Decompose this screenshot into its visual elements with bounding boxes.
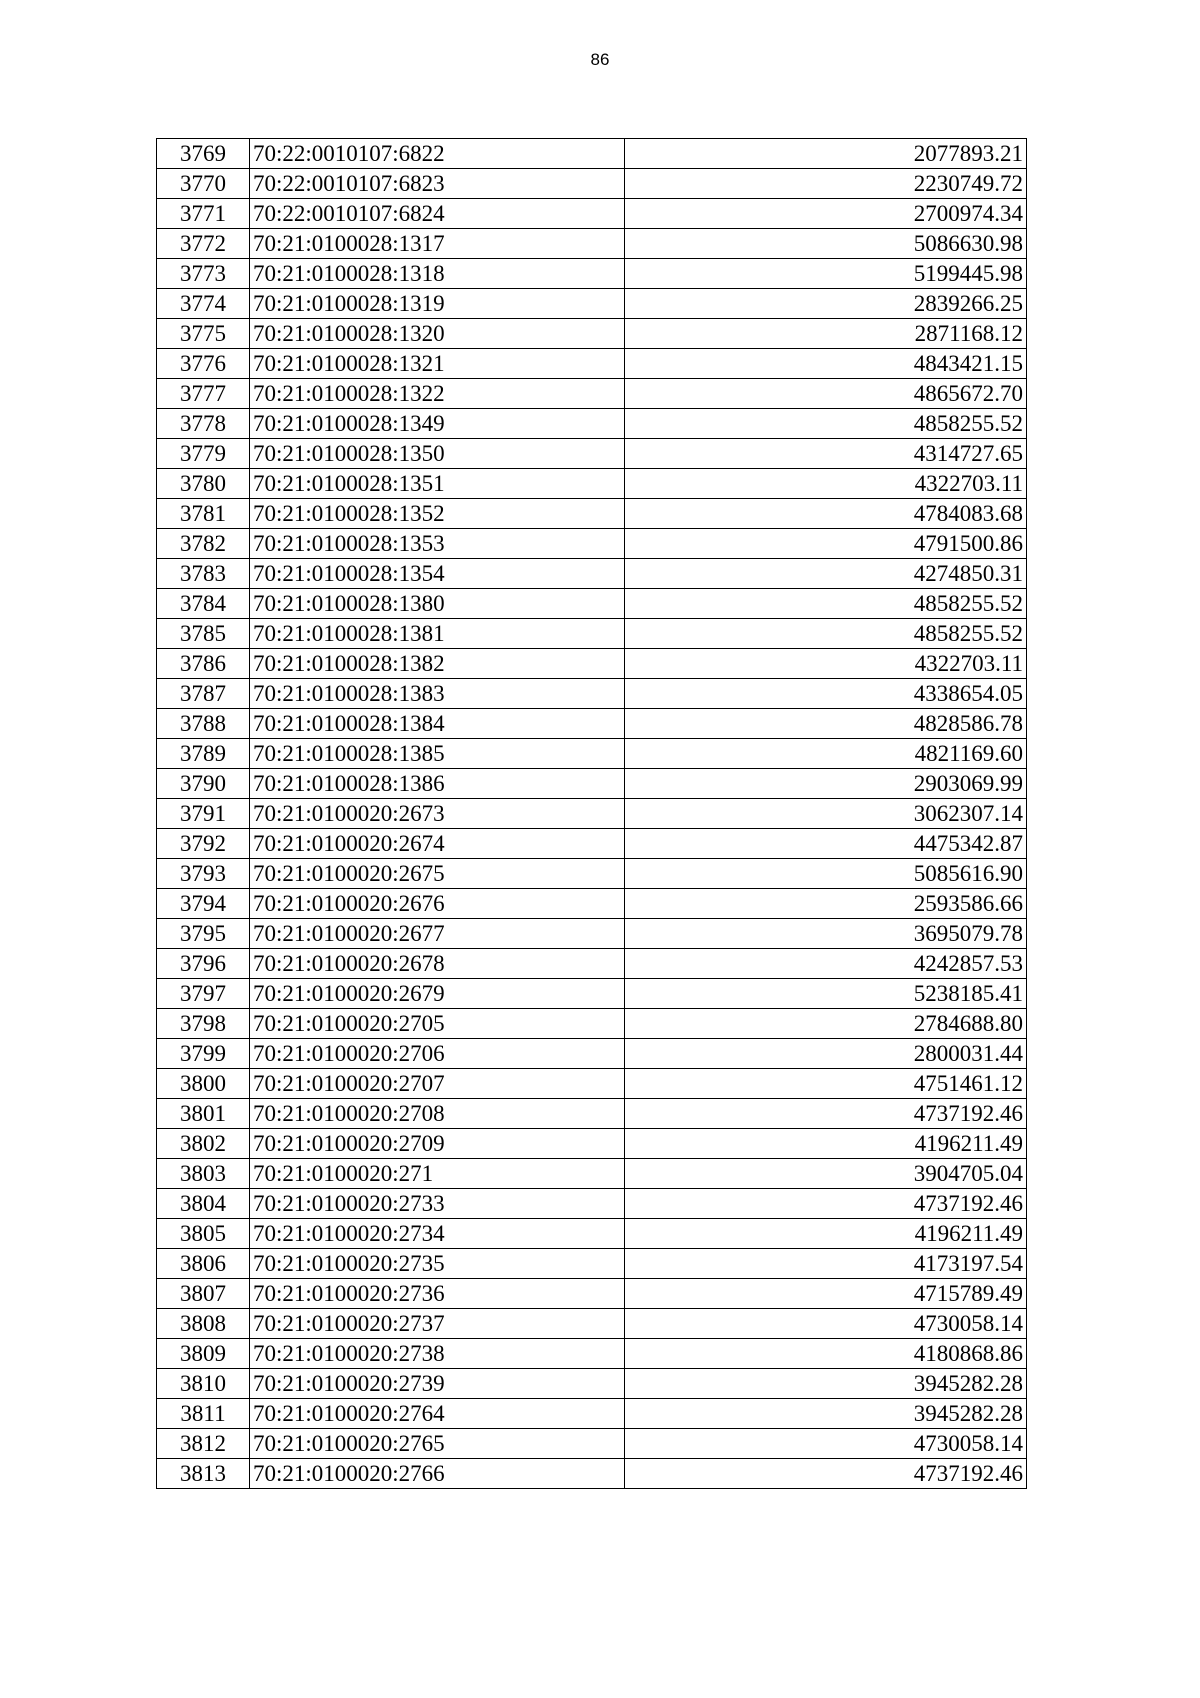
cadastral-number-cell: 70:21:0100020:2766 [250, 1459, 625, 1489]
table-row [157, 439, 1027, 469]
value-cell: 4737192.46 [625, 1189, 1027, 1219]
table-row [157, 1159, 1027, 1189]
page-number: 86 [590, 50, 610, 69]
row-number-cell: 3809 [157, 1339, 250, 1369]
value-cell: 4730058.14 [625, 1309, 1027, 1339]
value-cell: 4858255.52 [625, 589, 1027, 619]
table-row [157, 1429, 1027, 1459]
row-number-cell: 3782 [157, 529, 250, 559]
row-number-cell: 3783 [157, 559, 250, 589]
value-cell: 4322703.11 [625, 469, 1027, 499]
value-cell: 4858255.52 [625, 619, 1027, 649]
cadastral-number-cell: 70:21:0100020:2679 [250, 979, 625, 1009]
table-row [157, 559, 1027, 589]
row-number-cell: 3806 [157, 1249, 250, 1279]
value-cell: 4751461.12 [625, 1069, 1027, 1099]
value-cell: 2784688.80 [625, 1009, 1027, 1039]
registry-table [156, 138, 1027, 1489]
value-cell: 4180868.86 [625, 1339, 1027, 1369]
value-cell: 3904705.04 [625, 1159, 1027, 1189]
row-number-cell: 3795 [157, 919, 250, 949]
cadastral-number-cell: 70:21:0100028:1383 [250, 679, 625, 709]
cadastral-number-cell: 70:21:0100028:1349 [250, 409, 625, 439]
registry-table-body [157, 139, 1027, 1489]
cadastral-number-cell: 70:21:0100020:2675 [250, 859, 625, 889]
row-number-cell: 3804 [157, 1189, 250, 1219]
cadastral-number-cell: 70:21:0100028:1351 [250, 469, 625, 499]
row-number-cell: 3778 [157, 409, 250, 439]
cadastral-number-cell: 70:21:0100028:1382 [250, 649, 625, 679]
table-row [157, 679, 1027, 709]
value-cell: 4784083.68 [625, 499, 1027, 529]
row-number-cell: 3803 [157, 1159, 250, 1189]
row-number-cell: 3812 [157, 1429, 250, 1459]
table-row [157, 1009, 1027, 1039]
cadastral-number-cell: 70:21:0100028:1350 [250, 439, 625, 469]
value-cell: 4322703.11 [625, 649, 1027, 679]
table-row [157, 649, 1027, 679]
table-row [157, 979, 1027, 1009]
row-number-cell: 3781 [157, 499, 250, 529]
row-number-cell: 3788 [157, 709, 250, 739]
table-row [157, 139, 1027, 169]
cadastral-number-cell: 70:22:0010107:6823 [250, 169, 625, 199]
cadastral-number-cell: 70:21:0100020:2674 [250, 829, 625, 859]
value-cell: 3695079.78 [625, 919, 1027, 949]
value-cell: 5085616.90 [625, 859, 1027, 889]
cadastral-number-cell: 70:21:0100028:1352 [250, 499, 625, 529]
row-number-cell: 3793 [157, 859, 250, 889]
row-number-cell: 3791 [157, 799, 250, 829]
row-number-cell: 3792 [157, 829, 250, 859]
value-cell: 4791500.86 [625, 529, 1027, 559]
row-number-cell: 3786 [157, 649, 250, 679]
value-cell: 5199445.98 [625, 259, 1027, 289]
row-number-cell: 3785 [157, 619, 250, 649]
table-row [157, 229, 1027, 259]
row-number-cell: 3789 [157, 739, 250, 769]
table-row [157, 1129, 1027, 1159]
value-cell: 4865672.70 [625, 379, 1027, 409]
table-row [157, 1189, 1027, 1219]
cadastral-number-cell: 70:21:0100028:1385 [250, 739, 625, 769]
table-row [157, 1309, 1027, 1339]
value-cell: 4737192.46 [625, 1459, 1027, 1489]
cadastral-number-cell: 70:21:0100020:2764 [250, 1399, 625, 1429]
cadastral-number-cell: 70:21:0100020:2736 [250, 1279, 625, 1309]
cadastral-number-cell: 70:21:0100020:2707 [250, 1069, 625, 1099]
row-number-cell: 3800 [157, 1069, 250, 1099]
cadastral-number-cell: 70:21:0100028:1317 [250, 229, 625, 259]
table-row [157, 469, 1027, 499]
cadastral-number-cell: 70:21:0100020:2709 [250, 1129, 625, 1159]
row-number-cell: 3784 [157, 589, 250, 619]
value-cell: 4730058.14 [625, 1429, 1027, 1459]
cadastral-number-cell: 70:21:0100028:1318 [250, 259, 625, 289]
cadastral-number-cell: 70:21:0100020:2738 [250, 1339, 625, 1369]
row-number-cell: 3776 [157, 349, 250, 379]
table-row [157, 619, 1027, 649]
cadastral-number-cell: 70:21:0100028:1354 [250, 559, 625, 589]
row-number-cell: 3807 [157, 1279, 250, 1309]
row-number-cell: 3771 [157, 199, 250, 229]
row-number-cell: 3790 [157, 769, 250, 799]
row-number-cell: 3799 [157, 1039, 250, 1069]
table-row [157, 799, 1027, 829]
table-row [157, 1249, 1027, 1279]
row-number-cell: 3769 [157, 139, 250, 169]
value-cell: 2871168.12 [625, 319, 1027, 349]
table-row [157, 1279, 1027, 1309]
row-number-cell: 3811 [157, 1399, 250, 1429]
cadastral-number-cell: 70:21:0100028:1319 [250, 289, 625, 319]
cadastral-number-cell: 70:21:0100028:1386 [250, 769, 625, 799]
table-row [157, 529, 1027, 559]
row-number-cell: 3808 [157, 1309, 250, 1339]
value-cell: 4858255.52 [625, 409, 1027, 439]
row-number-cell: 3801 [157, 1099, 250, 1129]
table-row [157, 949, 1027, 979]
value-cell: 4843421.15 [625, 349, 1027, 379]
row-number-cell: 3794 [157, 889, 250, 919]
value-cell: 4274850.31 [625, 559, 1027, 589]
cadastral-number-cell: 70:21:0100020:2708 [250, 1099, 625, 1129]
value-cell: 2800031.44 [625, 1039, 1027, 1069]
cadastral-number-cell: 70:21:0100020:2734 [250, 1219, 625, 1249]
cadastral-number-cell: 70:22:0010107:6824 [250, 199, 625, 229]
row-number-cell: 3770 [157, 169, 250, 199]
row-number-cell: 3805 [157, 1219, 250, 1249]
table-row [157, 889, 1027, 919]
value-cell: 4314727.65 [625, 439, 1027, 469]
value-cell: 4173197.54 [625, 1249, 1027, 1279]
cadastral-number-cell: 70:21:0100028:1353 [250, 529, 625, 559]
cadastral-number-cell: 70:21:0100020:2739 [250, 1369, 625, 1399]
value-cell: 2593586.66 [625, 889, 1027, 919]
cadastral-number-cell: 70:21:0100020:2677 [250, 919, 625, 949]
table-row [157, 829, 1027, 859]
table-row [157, 1069, 1027, 1099]
value-cell: 4242857.53 [625, 949, 1027, 979]
row-number-cell: 3774 [157, 289, 250, 319]
value-cell: 4715789.49 [625, 1279, 1027, 1309]
row-number-cell: 3798 [157, 1009, 250, 1039]
value-cell: 4196211.49 [625, 1219, 1027, 1249]
row-number-cell: 3796 [157, 949, 250, 979]
cadastral-number-cell: 70:21:0100028:1384 [250, 709, 625, 739]
table-row [157, 1369, 1027, 1399]
cadastral-number-cell: 70:21:0100020:2705 [250, 1009, 625, 1039]
cadastral-number-cell: 70:22:0010107:6822 [250, 139, 625, 169]
table-row [157, 1099, 1027, 1129]
row-number-cell: 3777 [157, 379, 250, 409]
value-cell: 4338654.05 [625, 679, 1027, 709]
value-cell: 2077893.21 [625, 139, 1027, 169]
row-number-cell: 3810 [157, 1369, 250, 1399]
cadastral-number-cell: 70:21:0100020:2765 [250, 1429, 625, 1459]
value-cell: 2839266.25 [625, 289, 1027, 319]
value-cell: 2230749.72 [625, 169, 1027, 199]
row-number-cell: 3775 [157, 319, 250, 349]
table-row [157, 199, 1027, 229]
cadastral-number-cell: 70:21:0100020:2735 [250, 1249, 625, 1279]
cadastral-number-cell: 70:21:0100028:1380 [250, 589, 625, 619]
table-row [157, 1039, 1027, 1069]
row-number-cell: 3797 [157, 979, 250, 1009]
table-row [157, 1219, 1027, 1249]
value-cell: 3945282.28 [625, 1369, 1027, 1399]
row-number-cell: 3813 [157, 1459, 250, 1489]
row-number-cell: 3779 [157, 439, 250, 469]
table-row [157, 259, 1027, 289]
cadastral-number-cell: 70:21:0100028:1320 [250, 319, 625, 349]
table-row [157, 1459, 1027, 1489]
value-cell: 3945282.28 [625, 1399, 1027, 1429]
table-row [157, 1339, 1027, 1369]
row-number-cell: 3780 [157, 469, 250, 499]
table-row [157, 919, 1027, 949]
cadastral-number-cell: 70:21:0100020:2706 [250, 1039, 625, 1069]
cadastral-number-cell: 70:21:0100020:271 [250, 1159, 625, 1189]
row-number-cell: 3787 [157, 679, 250, 709]
table-row [157, 1399, 1027, 1429]
cadastral-number-cell: 70:21:0100020:2676 [250, 889, 625, 919]
value-cell: 2700974.34 [625, 199, 1027, 229]
table-row [157, 739, 1027, 769]
table-row [157, 289, 1027, 319]
row-number-cell: 3772 [157, 229, 250, 259]
value-cell: 4196211.49 [625, 1129, 1027, 1159]
table-row [157, 349, 1027, 379]
row-number-cell: 3802 [157, 1129, 250, 1159]
cadastral-number-cell: 70:21:0100028:1322 [250, 379, 625, 409]
value-cell: 3062307.14 [625, 799, 1027, 829]
table-row [157, 409, 1027, 439]
table-row [157, 319, 1027, 349]
value-cell: 2903069.99 [625, 769, 1027, 799]
value-cell: 4737192.46 [625, 1099, 1027, 1129]
value-cell: 5238185.41 [625, 979, 1027, 1009]
table-row [157, 589, 1027, 619]
table-row [157, 499, 1027, 529]
cadastral-number-cell: 70:21:0100028:1321 [250, 349, 625, 379]
cadastral-number-cell: 70:21:0100020:2678 [250, 949, 625, 979]
cadastral-number-cell: 70:21:0100020:2733 [250, 1189, 625, 1219]
table-row [157, 169, 1027, 199]
value-cell: 4821169.60 [625, 739, 1027, 769]
table-row [157, 379, 1027, 409]
table-row [157, 709, 1027, 739]
value-cell: 5086630.98 [625, 229, 1027, 259]
value-cell: 4828586.78 [625, 709, 1027, 739]
cadastral-number-cell: 70:21:0100020:2737 [250, 1309, 625, 1339]
cadastral-number-cell: 70:21:0100028:1381 [250, 619, 625, 649]
table-row [157, 769, 1027, 799]
cadastral-number-cell: 70:21:0100020:2673 [250, 799, 625, 829]
table-row [157, 859, 1027, 889]
row-number-cell: 3773 [157, 259, 250, 289]
value-cell: 4475342.87 [625, 829, 1027, 859]
